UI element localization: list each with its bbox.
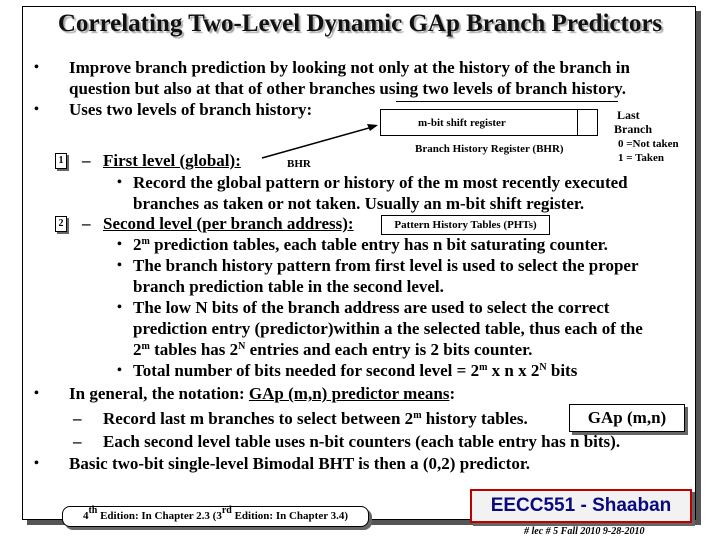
bhr-short-label: BHR [287,158,311,170]
text-line-2: question but also at that of other branches using two levels of branch history. [69,79,626,98]
bullet: • [34,456,39,471]
pht-label: Pattern History Tables (PHTs) [381,215,550,235]
first-level-text-1: Record the global pattern or history of the m most recently executed [133,173,628,192]
bullet: • [34,386,39,401]
second-level-text-4: Total number of bits needed for second level = $2^m$ x n x $2^N$ bits [133,361,578,380]
dash: – [73,409,82,428]
dash: – [82,151,91,170]
bhr-arrow-head [367,124,378,131]
second-level-text-2b: branch prediction table in the second level. [133,277,444,296]
last-branch-label: Last [617,108,640,122]
bullet: • [117,175,122,190]
bullet: • [117,363,122,378]
second-level-text-3: The low N bits of the branch address are used to select the correct [133,298,610,317]
not-taken-label: 0 =Not taken [618,138,679,150]
last-branch-label-2: Branch [614,122,653,136]
dash: – [73,432,82,451]
dash: – [82,214,91,233]
text-line-1: Improve branch prediction by looking not only at the history of the branch in [69,58,630,77]
taken-label: 1 = Taken [618,152,665,164]
level-2-badge: 2 [55,216,67,232]
course-badge: EECC551 - Shaaban [470,489,692,523]
second-level-heading: Second level (per branch address): [103,214,354,233]
bhr-label: Branch History Register (BHR) [415,143,564,155]
shift-register-label: m-bit shift register [418,117,506,129]
second-level-text-1: 2$^m$ prediction tables, each table entry has n bit saturating counter. [133,235,608,254]
bullet: • [117,258,122,273]
bullet: • [117,237,122,252]
first-level-text-2: branches as taken or not taken. Usually an m-bit shift register. [133,194,585,213]
bullet: • [117,300,122,315]
edition-note: 4th Edition: In Chapter 2.3 (3rd Edition: In Chapter 3.4) [62,506,369,527]
notation-sub-1: Record last m branches to select between 2$^m$ history tables. [103,409,528,428]
bullet: • [34,102,39,117]
lecture-info: # lec # 5 Fall 2010 9-28-2010 [524,526,645,537]
slide-title: Correlating Two-Level Dynamic GAp Branch Predictors [57,10,663,37]
bhr-arrow [262,126,376,158]
second-level-text-3c: 2$^m$ tables has $2^N$ entries and each entry is 2 bits counter. [133,340,533,359]
second-level-text-2: The branch history pattern from first level is used to select the proper [133,256,639,275]
bullet: • [34,60,39,75]
notation-sub-2: Each second level table uses n-bit counters (each table entry has n bits). [103,432,621,451]
level-1-badge: 1 [55,153,67,169]
notation-line: In general, the notation: GAp (m,n) predictor means: [69,384,456,403]
text-line-3: Uses two levels of branch history: [69,100,313,119]
first-level-heading: First level (global): [103,151,241,170]
gap-box: GAp (m,n) [569,404,685,432]
second-level-text-3b: prediction entry (predictor)within a the selected table, thus each of the [133,319,643,338]
bimodal-line: Basic two-bit single-level Bimodal BHT is then a (0,2) predictor. [69,454,531,473]
